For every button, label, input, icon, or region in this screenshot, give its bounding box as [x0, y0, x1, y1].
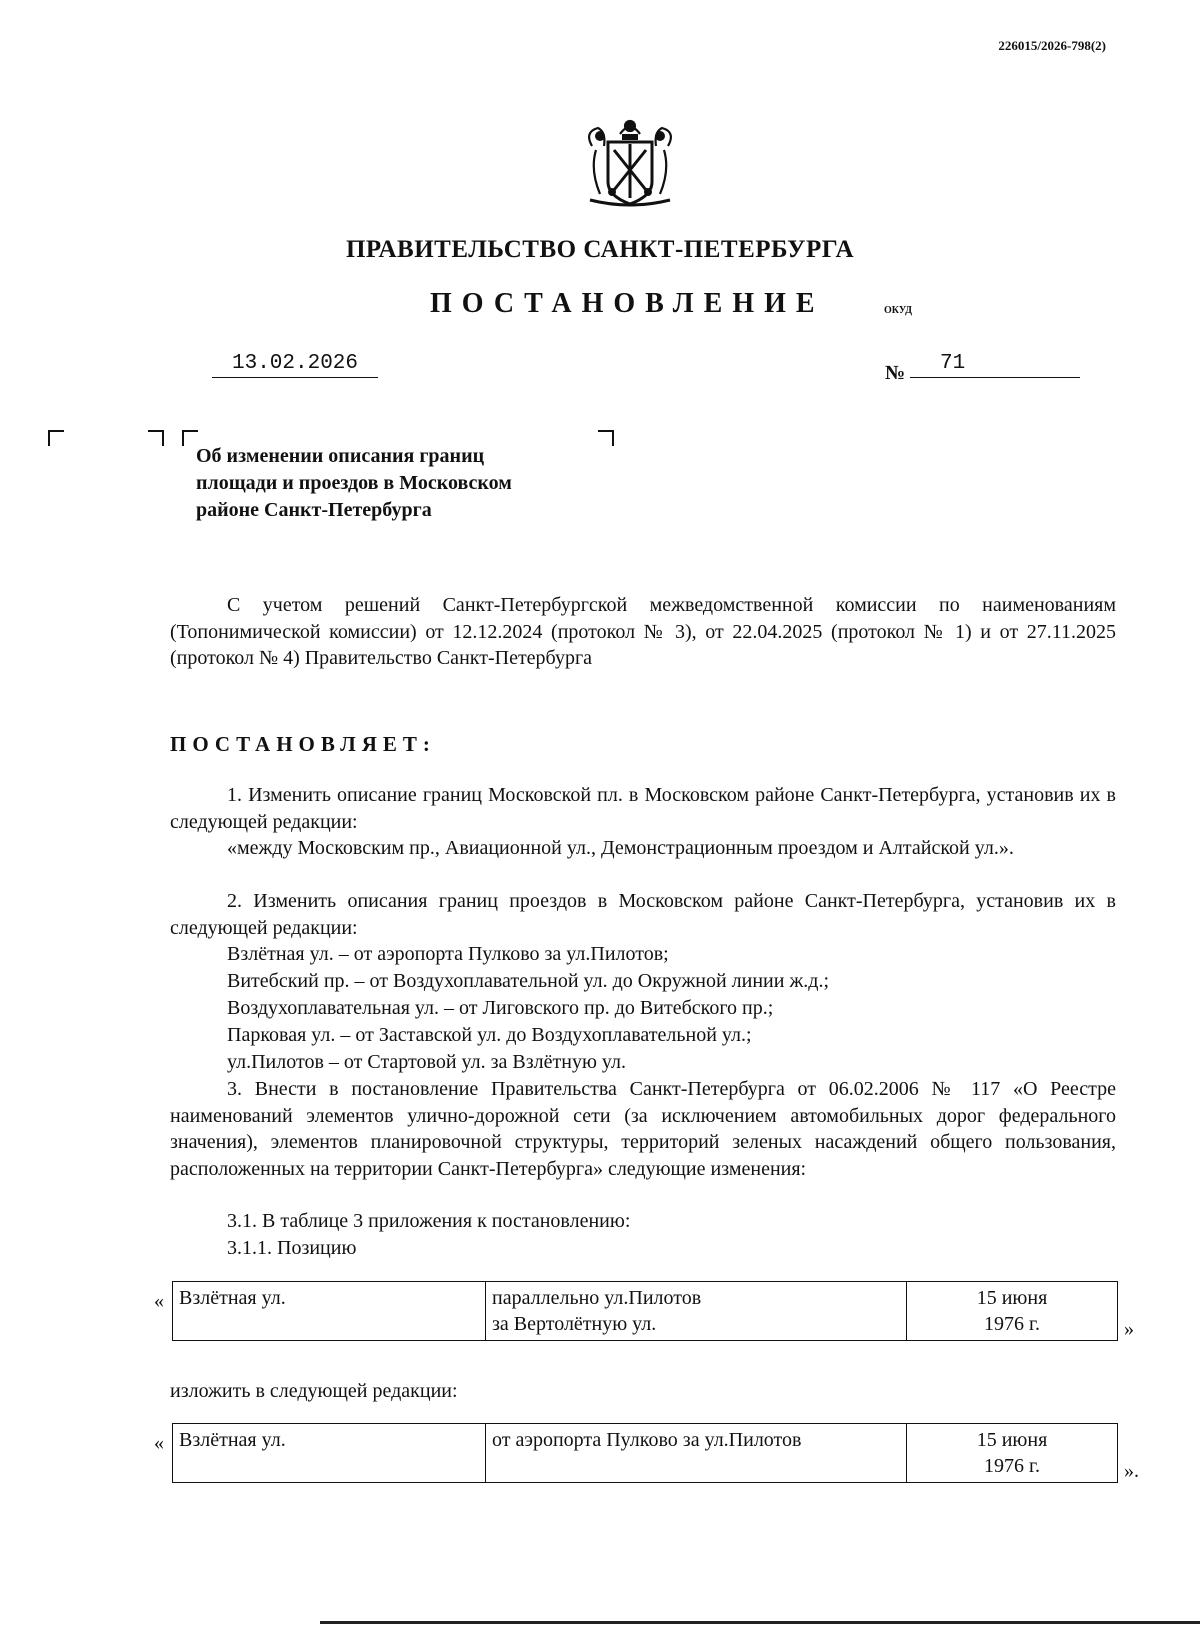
description-line: от аэропорта Пулково за ул.Пилотов — [492, 1429, 802, 1451]
date-line: 1976 г. — [984, 1313, 1040, 1335]
coat-of-arms-emblem — [582, 116, 678, 212]
date-line: 15 июня — [976, 1429, 1048, 1451]
title-line: площади и проездов в Московском — [196, 472, 512, 494]
boundary-description-cell — [486, 1282, 907, 1341]
clause-3-1: 3.1. В таблице 3 приложения к постановлению: — [227, 1210, 631, 1232]
date-cell — [907, 1424, 1118, 1483]
date-cell — [907, 1282, 1118, 1341]
boundary-description-cell — [486, 1424, 907, 1483]
document-registration-number: 226015/2026-798(2) — [998, 38, 1106, 53]
corner-mark-mid — [148, 430, 164, 446]
clause-2: 2. Изменить описания границ проездов в Московском районе Санкт-Петербурга, установив их в следующей редакции: — [170, 890, 1116, 939]
new-position-table — [172, 1423, 1118, 1483]
close-quote: » — [1124, 1318, 1134, 1340]
date-line: 1976 г. — [984, 1455, 1040, 1477]
replace-instruction: изложить в следующей редакции: — [170, 1380, 458, 1402]
clause-3: 3. Внести в постановление Правительства Санкт-Петербурга от 06.02.2006 № 117 «О Реестре наименований элементов улично-дорожной сети (за исключением автомобильных дорог федерального значения), элементов планировочной структуры, территорий зеленых насаждений общего пользования, расположенных на территории Санкт-Петербурга» следующие изменения: — [170, 1078, 1116, 1180]
open-quote: « — [154, 1290, 164, 1312]
list-item: Взлётная ул. – от аэропорта Пулково за ул.Пилотов; — [227, 943, 669, 965]
list-item: Витебский пр. – от Воздухоплавательной ул. до Окружной линии ж.д.; — [227, 970, 830, 992]
date-line: 15 июня — [976, 1287, 1048, 1309]
table-row — [173, 1424, 1118, 1483]
corner-mark-left — [48, 430, 64, 446]
list-item: Воздухоплавательная ул. – от Лиговского пр. до Витебского пр.; — [227, 997, 774, 1019]
street-name-cell: Взлётная ул. — [173, 1424, 486, 1483]
okud-label: ОКУД — [884, 305, 913, 316]
street-name-cell: Взлётная ул. — [173, 1282, 486, 1341]
document-number: 71 — [910, 352, 1080, 378]
number-sign: № — [885, 362, 906, 384]
title-line: районе Санкт-Петербурга — [196, 499, 432, 521]
clause-1: 1. Изменить описание границ Московской пл. в Московском районе Санкт-Петербурга, установив их в следующей редакции: — [170, 784, 1116, 833]
document-title — [196, 443, 512, 524]
title-line: Об изменении описания границ — [196, 445, 485, 467]
authority-heading: ПРАВИТЕЛЬСТВО САНКТ-ПЕТЕРБУРГА — [345, 236, 855, 263]
preamble-paragraph: С учетом решений Санкт-Петербургской межведомственной комиссии по наименованиям (Топонимической комиссии) от 12.12.2024 (протокол № 3), от 22.04.2025 (протокол № 1) и от 27.11.2025 (протокол № 4) Правительство Санкт-Петербурга — [170, 594, 1116, 669]
table-row — [173, 1282, 1118, 1341]
clause-3-1-1: 3.1.1. Позицию — [227, 1237, 357, 1259]
list-item: ул.Пилотов – от Стартовой ул. за Взлётную ул. — [227, 1051, 626, 1073]
close-quote: ». — [1124, 1460, 1139, 1482]
clause-1-quote: «между Московским пр., Авиационной ул., Демонстрационным проездом и Алтайской ул.». — [227, 837, 1014, 859]
corner-mark-title-right — [598, 430, 614, 446]
open-quote: « — [154, 1432, 164, 1454]
description-line: за Вертолётную ул. — [492, 1313, 657, 1335]
resolves-heading: ПОСТАНОВЛЯЕТ: — [170, 732, 436, 756]
description-line: параллельно ул.Пилотов — [492, 1287, 702, 1309]
page-bottom-rule — [320, 1621, 1200, 1624]
list-item: Парковая ул. – от Заставской ул. до Воздухоплавательной ул.; — [227, 1024, 752, 1046]
document-type-heading: ПОСТАНОВЛЕНИЕ — [430, 288, 825, 319]
document-date: 13.02.2026 — [212, 352, 378, 378]
old-position-table — [172, 1281, 1118, 1341]
